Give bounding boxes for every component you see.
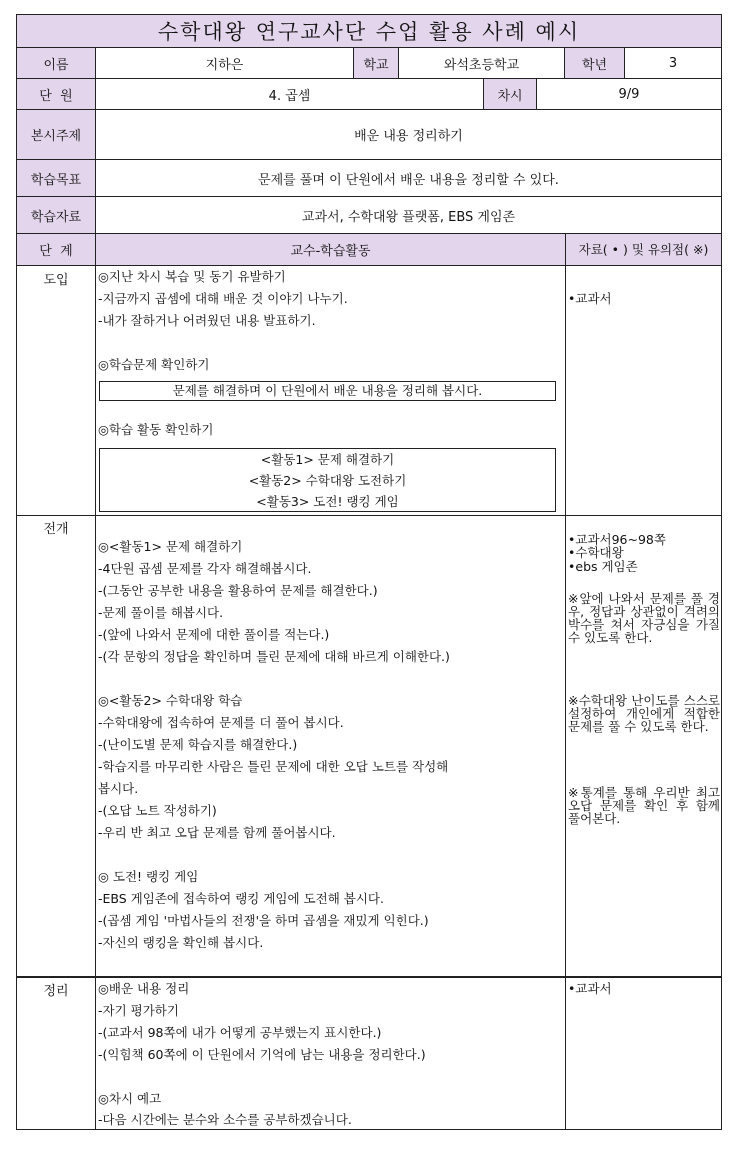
develop-line: -EBS 게임존에 접속하여 랭킹 게임에 도전해 봅시다.: [98, 891, 384, 906]
intro-stage: 도입: [43, 273, 69, 288]
intro-line: ◎학습문제 확인하기: [98, 357, 210, 372]
problem-box: 문제를 해결하며 이 단원에서 배운 내용을 정리해 봅시다.: [99, 381, 556, 401]
intro-material: •교과서: [568, 291, 612, 306]
wrap-line: -(교과서 98쪽에 내가 어떻게 공부했는지 표시한다.): [98, 1025, 382, 1040]
develop-line: -자신의 랭킹을 확인해 봅시다.: [98, 935, 264, 950]
info-row-name: [16, 48, 722, 79]
develop-note: ※통계를 통해 우리반 최고 오답 문제를 확인 후 함께 풀어본다.: [568, 785, 720, 826]
goal-label: 학습목표: [17, 160, 95, 196]
info-row-material: [16, 197, 722, 234]
info-row-goal: [16, 160, 722, 197]
wrap-notes-cell: [565, 978, 722, 1129]
wrap-line: ◎배운 내용 정리: [98, 981, 190, 996]
develop-line: ◎<활동2> 수학대왕 학습: [98, 693, 243, 708]
wrap-line: -자기 평가하기: [98, 1003, 179, 1018]
school-value: 와석초등학교: [398, 48, 564, 78]
intro-row: [16, 266, 722, 516]
wrap-line: ◎차시 예고: [98, 1091, 162, 1106]
develop-line: ◎ 도전! 랭킹 게임: [98, 869, 199, 884]
develop-line: -수학대왕에 접속하여 문제를 더 풀어 봅시다.: [98, 715, 344, 730]
material-value: 교과서, 수학대왕 플랫폼, EBS 게임존: [95, 197, 721, 233]
unit-label: 단 원: [17, 79, 95, 109]
intro-line: -내가 잘하거나 어려웠던 내용 발표하기.: [98, 313, 316, 328]
material-label: 학습자료: [17, 197, 95, 233]
wrap-material: •교과서: [568, 981, 612, 996]
wrap-line: -(익힘책 60쪽에 이 단원에서 기억에 남는 내용을 정리한다.): [98, 1047, 426, 1062]
develop-line: -(곱셈 게임 '마법사들의 전쟁'을 하며 곱셈을 재밌게 익힌다.): [98, 913, 429, 928]
school-label: 학교: [353, 48, 398, 78]
topic-label: 본시주제: [17, 110, 95, 159]
name-label: 이름: [17, 48, 95, 78]
develop-line: -4단원 곱셈 문제를 각자 해결해봅시다.: [98, 561, 312, 576]
intro-notes-cell: [565, 266, 722, 515]
develop-line: -우리 반 최고 오답 문제를 함께 풀어봅시다.: [98, 825, 336, 840]
develop-stage: 전개: [43, 522, 69, 537]
header-notes: [565, 234, 721, 265]
goal-value: 문제를 풀며 이 단원에서 배운 내용을 정리할 수 있다.: [95, 160, 721, 196]
wrap-row: [16, 977, 722, 1130]
header-notes-text: 자료( • ) 및 유의점( ※): [578, 242, 709, 257]
develop-note: ※앞에 나와서 문제를 풀 경우, 정답과 상관없이 격려의 박수를 쳐서 자긍심을 가질 수 있도록 한다.: [568, 591, 720, 645]
develop-line: -(각 문항의 정답을 확인하며 틀린 문제에 대해 바르게 이해한다.): [98, 649, 450, 664]
session-value: 9/9: [536, 79, 721, 109]
develop-line: -(앞에 나와서 문제에 대한 풀이를 적는다.): [98, 627, 330, 642]
intro-line: ◎지난 차시 복습 및 동기 유발하기: [98, 269, 286, 284]
develop-line: 봅시다.: [98, 781, 139, 796]
wrap-line: -다음 시간에는 분수와 소수를 공부하겠습니다.: [98, 1112, 352, 1127]
develop-row: [16, 516, 722, 977]
document-title: 수학대왕 연구교사단 수업 활용 사례 예시: [16, 14, 722, 48]
activity-box: [99, 448, 556, 512]
activity-box-item: <활동2> 수학대왕 도전하기: [248, 473, 407, 488]
wrap-activity-cell: [95, 978, 566, 1129]
develop-line: -(오답 노트 작성하기): [98, 803, 217, 818]
grade-label: 학년: [564, 48, 624, 78]
develop-line: -(난이도별 문제 학습지를 해결한다.): [98, 737, 298, 752]
activity-box-item: <활동3> 도전! 랭킹 게임: [256, 494, 399, 509]
activity-header-row: [16, 234, 722, 266]
topic-value: 배운 내용 정리하기: [95, 110, 721, 159]
develop-line: -학습지를 마무리한 사람은 틀린 문제에 대한 오답 노트를 작성해: [98, 759, 449, 774]
develop-note: ※수학대왕 난이도를 스스로 설정하여 개인에게 적합한 문제를 풀 수 있도록 한다.: [568, 693, 720, 734]
header-stage: 단 계: [39, 244, 73, 259]
header-activity: 교수-학습활동: [95, 234, 565, 265]
develop-notes-cell: [565, 516, 722, 976]
develop-line: ◎<활동1> 문제 해결하기: [98, 539, 243, 554]
develop-activity-cell: [95, 516, 566, 976]
intro-activity-cell: [95, 266, 566, 515]
info-row-topic: [16, 110, 722, 160]
name-value: 지하은: [95, 48, 353, 78]
intro-line: ◎학습 활동 확인하기: [98, 422, 214, 437]
lesson-plan-document: [16, 14, 722, 1130]
unit-value: 4. 곱셈: [95, 79, 483, 109]
intro-line: -지금까지 곱셈에 대해 배운 것 이야기 나누기.: [98, 291, 348, 306]
develop-line: -(그동안 공부한 내용을 활용하여 문제를 해결한다.): [98, 583, 378, 598]
session-label: 차시: [483, 79, 536, 109]
develop-line: -문제 풀이를 해봅시다.: [98, 605, 224, 620]
wrap-stage: 정리: [43, 984, 69, 999]
develop-material: •ebs 게임존: [568, 559, 638, 574]
develop-material: •수학대왕: [568, 545, 624, 560]
grade-value: 3: [624, 48, 721, 78]
develop-material: •교과서96~98쪽: [568, 532, 666, 547]
info-row-unit: [16, 79, 722, 110]
activity-box-item: <활동1> 문제 해결하기: [260, 452, 395, 467]
